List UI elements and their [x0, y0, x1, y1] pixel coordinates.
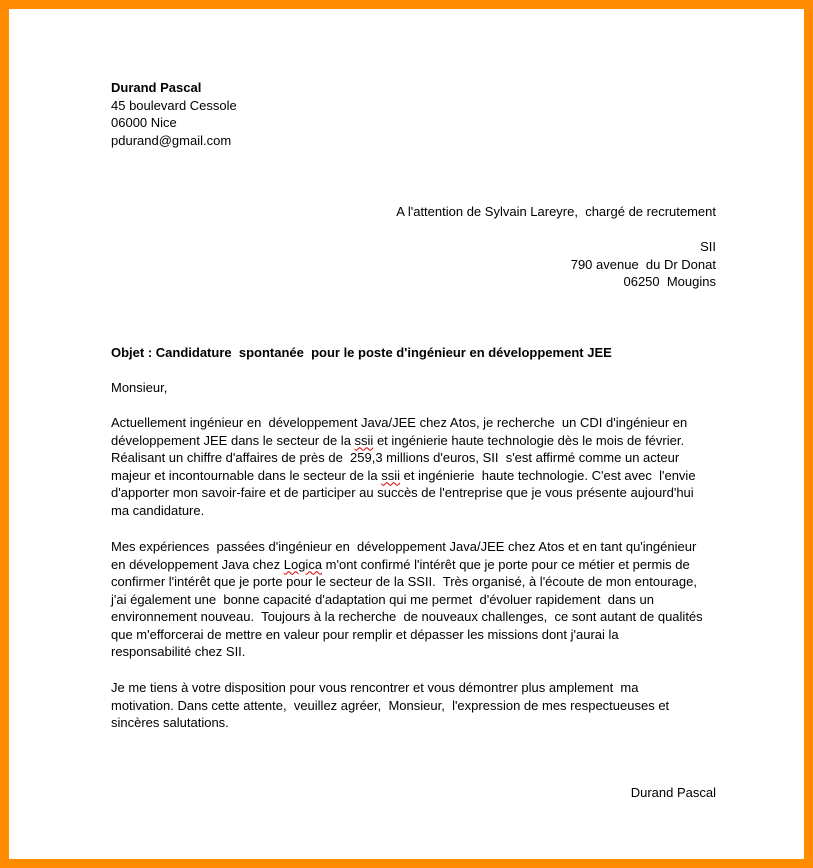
paragraph-line: ma candidature.: [111, 502, 205, 518]
sender-email: pdurand@gmail.com: [111, 132, 232, 148]
salutation-block: [111, 379, 167, 397]
recipient-company: SII: [700, 239, 716, 254]
paragraph-experience: [111, 538, 703, 661]
spellcheck-flagged-word: ssii: [381, 467, 401, 483]
paragraph-closing: [111, 679, 669, 732]
text-run: et ingénierie haute technologie dès le mois de février.: [373, 432, 685, 448]
sender-street: 45 boulevard Cessole: [111, 97, 237, 113]
text-run: en développement Java chez: [111, 556, 284, 572]
paragraph-line: confirmer l'intérêt que je porte pour le secteur de la SSII. Très organisé, à l'écoute de mon entourage,: [111, 574, 697, 589]
paragraph-line: Réalisant un chiffre d'affaires de près de 259,3 millions d'euros, SII s'est affirmé comme un acteur: [111, 450, 680, 465]
sender-address-block: [111, 79, 237, 149]
attention-line-block: [396, 203, 716, 221]
recipient-street: 790 avenue du Dr Donat: [570, 256, 716, 272]
attention-line: A l'attention de Sylvain Lareyre, chargé de recrutement: [396, 204, 716, 219]
paragraph-line: que m'efforcerai de mettre en valeur pour remplir et dépasser les missions dont j'aurai la: [111, 626, 619, 642]
text-run: majeur et incontournable dans le secteur de la: [111, 467, 382, 483]
sender-name: Durand Pascal: [111, 80, 202, 95]
subject-line: Objet : Candidature spontanée pour le poste d'ingénieur en développement JEE: [111, 345, 612, 360]
paragraph-line: environnement nouveau. Toujours à la recherche de nouveaux challenges, ce sont autant de qualités: [111, 609, 703, 624]
paragraph-line: responsabilité chez SII.: [111, 644, 246, 659]
recipient-city: 06250 Mougins: [623, 274, 716, 289]
signature-name: Durand Pascal: [630, 785, 716, 800]
paragraph-line: Actuellement ingénieur en développement Java/JEE chez Atos, je recherche un CDI d'ingénieur en: [111, 415, 688, 430]
text-run: développement JEE dans le secteur de la: [111, 432, 355, 448]
paragraph-line: [111, 432, 696, 450]
paragraph-line: motivation. Dans cette attente, veuillez agréer, Monsieur, l'expression de mes respectueuses et: [111, 697, 670, 713]
paragraph-line: d'apporter mon savoir-faire et de participer au succès de l'entreprise que je vous présente aujourd'hui: [111, 485, 694, 500]
salutation: Monsieur,: [111, 380, 168, 395]
spellcheck-flagged-word: ssii: [354, 432, 374, 448]
signature-block: [631, 784, 716, 802]
paragraph-line: [111, 467, 696, 485]
subject-block: [111, 344, 612, 362]
recipient-address-block: [571, 238, 716, 291]
text-run: m'ont confirmé l'intérêt que je porte pour ce métier et permis de: [322, 556, 690, 572]
paragraph-line: Mes expériences passées d'ingénieur en développement Java/JEE chez Atos et en tant qu'ingénieur: [111, 539, 697, 554]
paragraph-line: [111, 556, 703, 574]
paragraph-intro: [111, 414, 696, 519]
text-run: et ingénierie haute technologie. C'est avec l'envie: [400, 467, 696, 483]
spellcheck-flagged-word: Logica: [283, 556, 323, 572]
paragraph-line: Je me tiens à votre disposition pour vous rencontrer et vous démontrer plus amplement ma: [111, 680, 639, 695]
paragraph-line: j'ai également une bonne capacité d'adaptation qui me permet d'évoluer rapidement dans un: [111, 591, 654, 607]
sender-city: 06000 Nice: [111, 115, 177, 130]
paragraph-line: sincères salutations.: [111, 715, 229, 730]
